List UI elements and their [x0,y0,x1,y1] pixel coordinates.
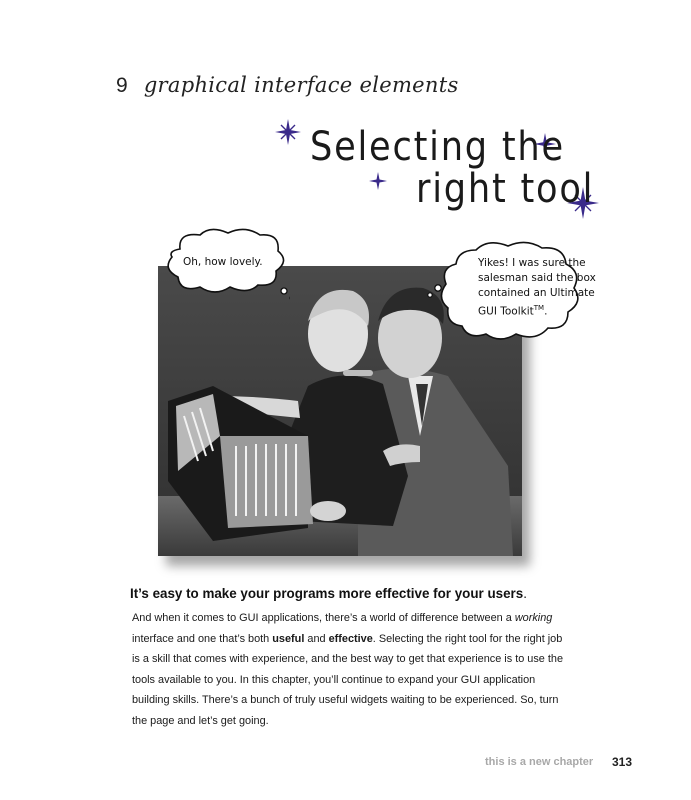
body-bold-effective: effective [328,632,373,645]
right-bubble-line-4 [478,301,598,320]
lead-text: It’s easy to make your programs more effective for your users [130,586,524,601]
body-text-1: And when it comes to GUI applications, there’s a world of difference between a [132,612,515,624]
body-text-2: interface and one that’s both [132,632,273,645]
chapter-name: graphical interface elements [143,73,459,97]
body-bold-useful: useful [272,632,305,645]
left-bubble-text: Oh, how lovely. [183,256,263,268]
chapter-header [116,72,459,98]
right-bubble-text [478,256,598,320]
bubble-period: . [544,305,548,318]
right-bubble-line-2: salesman said the box [478,272,596,284]
page-title-line-1: Selecting the [310,124,565,170]
right-bubble-line-1: Yikes! I was sure the [478,257,586,269]
page-title-line-2: right tool [416,166,595,212]
body-italic-working: working [514,612,553,624]
page-number: 313 [612,755,633,769]
body-text-3: . Selecting the right tool for the right job is a skill that comes with experience, and the best way to get that experience is to use the tools available to you. In this chapter, you’ll continue to expand your GUI application building skills. There’s a bunch of truly useful widgets waiting to be experienced. So, turn the page and let’s get going. [132,632,564,727]
toolkit-text: GUI Toolkit [478,305,534,318]
body-paragraph [132,608,572,731]
lead-sentence: It’s easy to make your programs more effective for your users. [130,586,527,601]
body-text-and: and [304,632,329,645]
footer-chapter-label: this is a new chapter [485,756,594,768]
sparkle-star-icon [368,171,388,191]
right-bubble-line-3: contained an Ultimate [478,287,595,299]
trademark-mark: TM [533,304,545,312]
chapter-number: 9 [116,74,128,97]
sparkle-star-icon [274,118,302,146]
